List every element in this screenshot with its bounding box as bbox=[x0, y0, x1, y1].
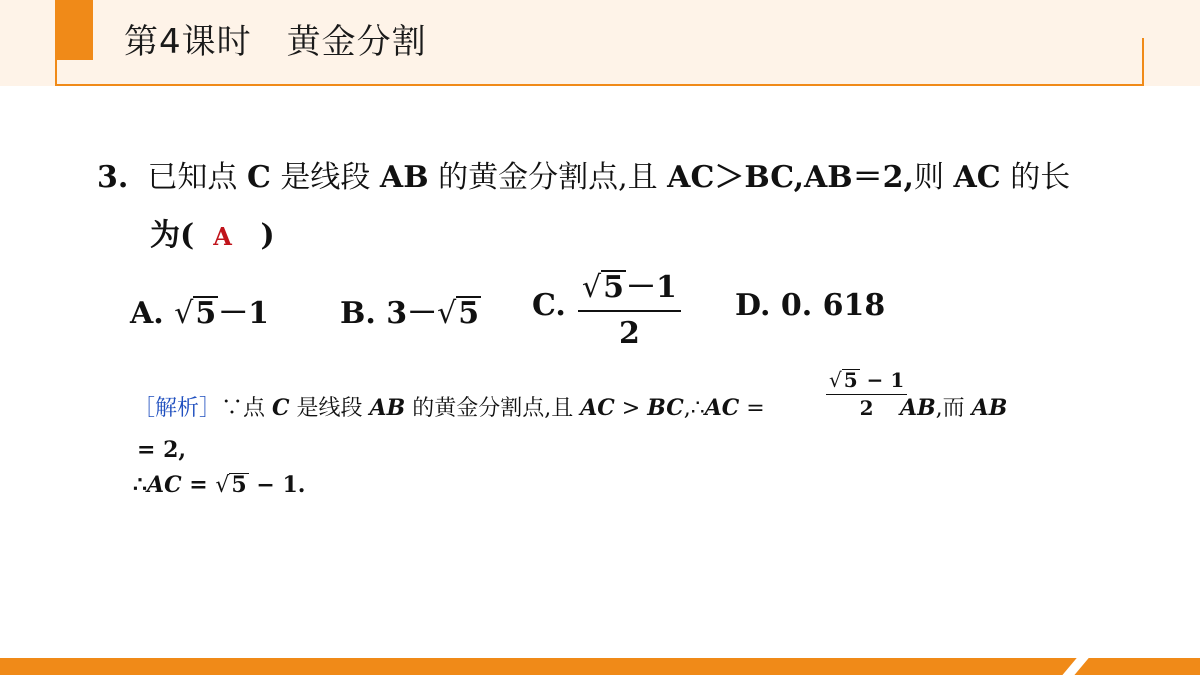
analysis-text: = bbox=[739, 396, 772, 421]
analysis-text: 的黄金分割点,且 bbox=[405, 396, 581, 421]
option-d: D. 0. 618 bbox=[735, 288, 886, 323]
sqrt-symbol: √ 5 bbox=[829, 368, 858, 392]
question-var: AB bbox=[379, 160, 429, 195]
analysis-var: C bbox=[272, 395, 290, 421]
analysis-line-1 bbox=[133, 391, 772, 422]
question-text: 则 bbox=[913, 160, 954, 195]
fraction-numerator bbox=[826, 368, 907, 395]
analysis-var: AB bbox=[971, 395, 1008, 421]
question-text: 已知点 bbox=[147, 160, 247, 195]
option-b bbox=[340, 288, 481, 332]
option-c-fraction bbox=[578, 262, 681, 351]
analysis-var: AB bbox=[369, 395, 406, 421]
analysis-var: AC bbox=[147, 472, 182, 498]
analysis-text: ,而 bbox=[935, 396, 972, 421]
analysis-line-2: = 2, bbox=[137, 437, 187, 463]
analysis-fraction bbox=[826, 368, 907, 420]
answer-mark: A bbox=[213, 222, 232, 251]
option-a-tail: －1 bbox=[218, 296, 270, 331]
header-frame-gap bbox=[1142, 0, 1148, 38]
analysis-text: ,∴ bbox=[683, 396, 705, 421]
sqrt-symbol: √5 bbox=[215, 472, 247, 498]
analysis-text: ∵点 bbox=[221, 396, 273, 421]
analysis-line-1-tail bbox=[900, 391, 1007, 422]
radicand: 5 bbox=[231, 472, 247, 498]
question-text: 是线段 bbox=[270, 160, 380, 195]
question-text: 的黄金分割点,且 bbox=[428, 160, 668, 195]
page-title: 第4课时 黄金分割 bbox=[124, 22, 427, 62]
option-c-label: C. bbox=[532, 288, 566, 323]
radicand: 5 bbox=[458, 296, 480, 331]
analysis-var: AC bbox=[704, 395, 740, 421]
footer-bar bbox=[0, 658, 1200, 675]
sqrt-symbol: √5 bbox=[437, 296, 480, 331]
radicand: 5 bbox=[603, 270, 624, 305]
option-a-label: A. bbox=[130, 296, 164, 331]
analysis-var: AB bbox=[900, 395, 936, 421]
analysis-text: 是线段 bbox=[289, 396, 370, 421]
option-b-label: B. 3－ bbox=[340, 296, 438, 331]
fraction-numerator bbox=[578, 262, 681, 312]
question-line-2 bbox=[150, 210, 275, 254]
sqrt-symbol: √5 bbox=[582, 270, 624, 305]
analysis-text: = bbox=[181, 472, 216, 498]
question-text: 的长 bbox=[1000, 160, 1071, 195]
analysis-var: AC bbox=[580, 395, 615, 421]
radicand: 5 bbox=[843, 368, 858, 392]
analysis-var: BC bbox=[647, 395, 684, 421]
fraction-denominator: 2 bbox=[619, 316, 640, 351]
fraction-denominator: 2 bbox=[859, 396, 874, 420]
analysis-line-3 bbox=[133, 472, 305, 498]
question-bracket-close: ) bbox=[260, 218, 275, 253]
question-number: 3. bbox=[97, 160, 129, 195]
question-bracket-open: 为( bbox=[150, 218, 195, 253]
question-var: C bbox=[246, 160, 271, 195]
sqrt-symbol: √5 bbox=[174, 296, 217, 331]
question-line-1 bbox=[97, 152, 1070, 196]
header-accent-block bbox=[55, 0, 93, 60]
question-condition: AC＞BC,AB＝2, bbox=[667, 160, 914, 195]
analysis-label: ［解析］ bbox=[133, 396, 222, 421]
analysis-text: − 1. bbox=[248, 472, 306, 498]
numerator-tail: − 1 bbox=[859, 368, 905, 392]
option-a bbox=[130, 288, 269, 332]
question-var: AC bbox=[953, 160, 1001, 195]
numerator-tail: －1 bbox=[626, 270, 677, 305]
radicand: 5 bbox=[195, 296, 217, 331]
therefore-symbol: ∴ bbox=[133, 472, 147, 498]
analysis-text: > bbox=[614, 396, 648, 421]
